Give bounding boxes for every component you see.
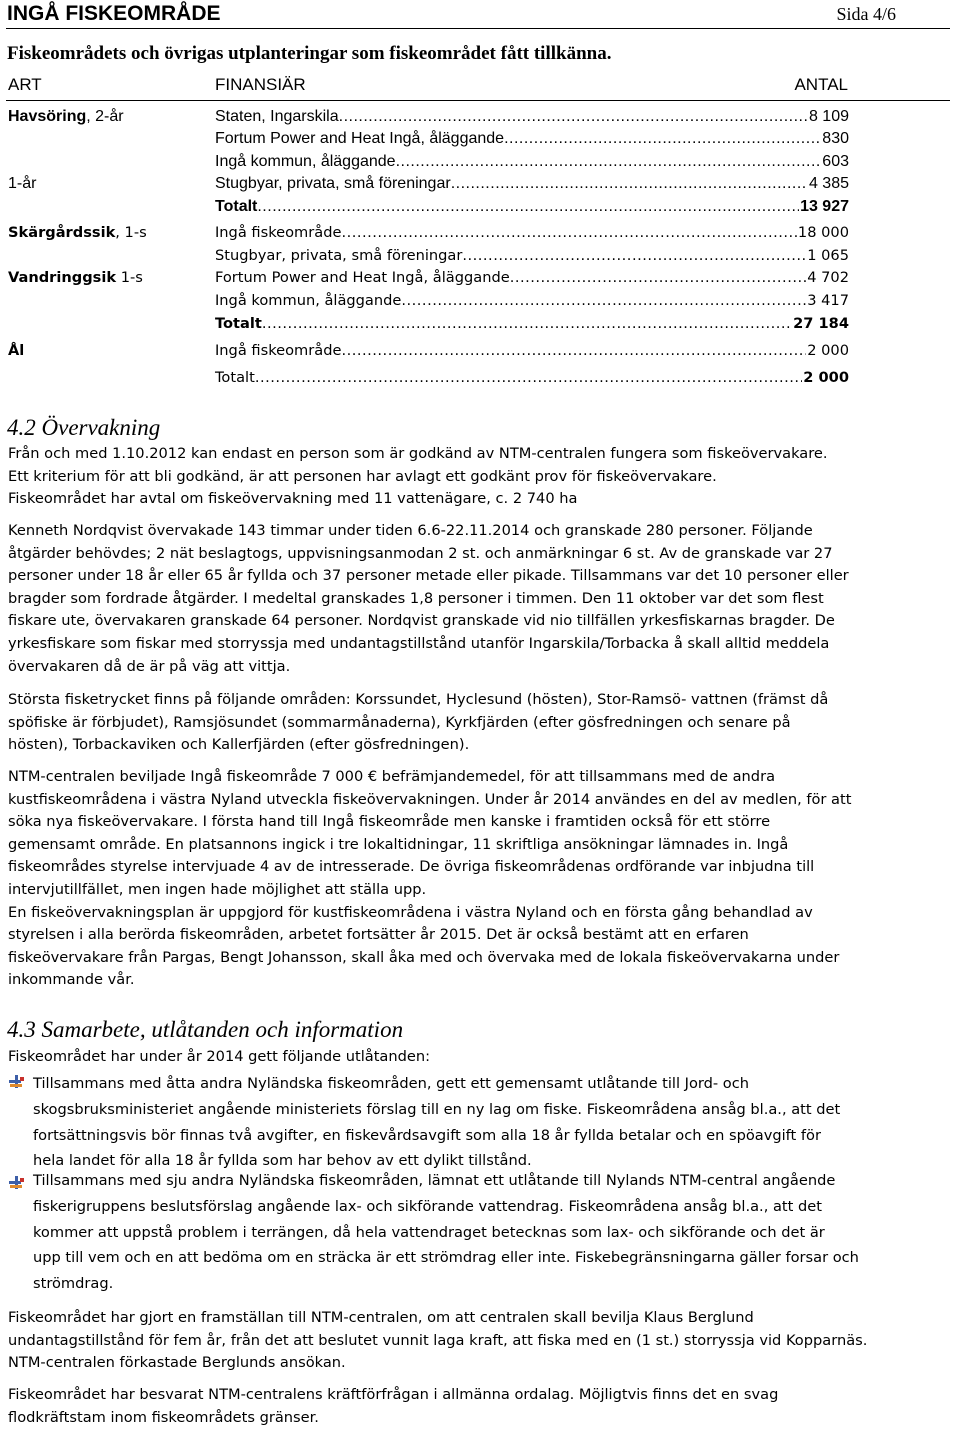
text-line: Fiskeområdet har besvarat NTM-centralens kräftförfrågan i allmänna ordalag. Möjligtvis finns det en svag [8, 1386, 779, 1403]
text-line: spöfiske är förbjudet), Ramsjösundet (sommarmånaderna), Kyrkfjärden (efter gösfredningen och senare på [8, 713, 791, 731]
text-line: Tillsammans med sju andra Nyländska fiskeområden, lämnat ett utlåtande till Nylands NTM-central angående [33, 1172, 836, 1189]
paragraph-3 [8, 689, 954, 757]
cell-finansiar: Totalt [215, 198, 258, 215]
text-line: upp till vem och en att bedöma om en sträcka är ett strömdrag eller inte. Fiskebegränsningarna gäller forsar och [33, 1249, 859, 1267]
cell-finansiar: Staten, Ingarskila [215, 108, 339, 125]
text-line: kustfiskeområdena i västra Nyland utveckla fiskeövervakningen. Under år 2014 användes en del av medlen, för att [8, 790, 852, 808]
text-line: flodkräftstam inom fiskeområdets gränser. [8, 1408, 319, 1426]
text-line: strömdrag. [33, 1275, 114, 1293]
text-line: fiskeområdes styrelse intervjuade 4 av de intresserade. De övriga fiskeområdenas ordförande var inbjudna till [8, 858, 815, 876]
text-line: fiskare ute, övervakaren granskade 64 personer. Nordqvist granskade vid nio tillfällen yrkesfiskarnas bragder. De [8, 612, 835, 630]
header-divider [6, 28, 950, 29]
text-line: Från och med 1.10.2012 kan endast en person som är godkänd av NTM-centralen fungera som fiskeövervakare. [8, 445, 828, 462]
text-line: fortsättningsvis bör finnas två avgifter, en fiskevårdsavgift som alla 18 år fyllda betalar och en spöavgift för [33, 1126, 821, 1144]
text-line: NTM-centralen förkastade Berglunds ansökan. [8, 1354, 346, 1372]
table-header-divider [6, 100, 950, 101]
bullet-icon [9, 1075, 25, 1089]
text-line: gemensamt område. En platsannons ingick i tre lokaltidningar, 11 skriftliga ansökningar lämnades in. Ingå [8, 835, 789, 853]
text-line: intervjutillfället, men ingen hade möjlighet att ställa upp. [8, 880, 427, 898]
cell-art: Vandringgsik 1-s [8, 269, 143, 286]
cell-antal: 2 000 [807, 342, 849, 359]
dot-leader [339, 106, 808, 128]
cell-finansiar: Ingå fiskeområde [215, 224, 342, 241]
text-line: Kenneth Nordqvist övervakade 143 timmar under tiden 6.6-22.11.2014 och granskade 280 personer. Följande [8, 522, 813, 539]
dot-leader [341, 340, 806, 362]
dot-leader [504, 128, 821, 150]
column-header-antal: ANTAL [794, 75, 848, 94]
paragraph-4 [8, 766, 954, 992]
text-line: fiskerigruppens beslutsförslag angående lax- och sikförande vattendrag. Fiskeområdena ansåg bl.a., att det [33, 1197, 822, 1215]
statements-intro: Fiskeområdet har under år 2014 gett följande utlåtanden: [8, 1048, 431, 1065]
text-line: övervakaren då de är på väg att vittja. [8, 657, 291, 675]
cell-antal: 8 109 [808, 108, 849, 125]
text-line: En fiskeövervakningsplan är uppgjord för kustfiskeområdena i västra Nyland och en första gång behandlad av [8, 903, 813, 921]
cell-antal: 2 000 [803, 369, 849, 386]
paragraph-2 [8, 520, 954, 678]
page-number: Sida 4/6 [836, 4, 896, 24]
dot-leader [396, 151, 822, 173]
section-title: Fiskeområdets och övrigas utplanteringar som fiskeområdet fått tillkänna. [7, 43, 612, 64]
dot-leader [255, 367, 802, 389]
cell-antal: 4 702 [807, 269, 849, 286]
column-header-art: ART [8, 75, 42, 94]
text-line: Ett kriterium för att bli godkänd, är att personen har avlagt ett godkänt prov för fiskeövervakare. [8, 467, 717, 485]
dot-leader [451, 173, 808, 195]
cell-finansiar: Ingå fiskeområde [215, 342, 342, 359]
text-line: inkommande vår. [8, 971, 135, 989]
heading-samarbete: 4.3 Samarbete, utlåtanden och information [7, 1017, 404, 1042]
cell-antal: 4 385 [808, 175, 849, 192]
text-line: åtgärder behövdes; 2 nät beslagtogs, uppvisningsanmodan 2 st. och anmärkningar 6 st. Av de granskade var 27 [8, 544, 833, 562]
cell-finansiar: Stugbyar, privata, små föreningar [215, 175, 451, 192]
document-title: INGÅ FISKEOMRÅDE [7, 2, 221, 25]
cell-antal: 830 [822, 130, 849, 147]
bullet-item-1 [33, 1071, 953, 1174]
text-line: yrkesfiskare som fiskar med storryssja med undantagstillstånd utanför Ingarskila/Torbacka å skall alltid meddela [8, 634, 830, 652]
cell-art: 1-år [8, 175, 37, 192]
cell-finansiar: Totalt [215, 315, 262, 332]
text-line: hösten), Torbackaviken och Kallerfjärden (efter gösfredningen). [8, 736, 470, 754]
column-header-finansiar: FINANSIÄR [215, 75, 306, 94]
text-line: hela landet för alla 18 år fyllda som har behov av ett dylikt tillstånd. [33, 1152, 532, 1170]
text-line: Fiskeområdet har avtal om fiskeövervakning med 11 vattenägare, c. 2 740 ha [8, 490, 578, 508]
cell-antal: 603 [822, 153, 849, 170]
text-line: undantagstillstånd för fem år, från det att beslutet vunnit laga kraft, att fiska med en (1 st.) storryssja vid Kopparnäs. [8, 1331, 868, 1349]
heading-overvakning: 4.2 Övervakning [7, 415, 161, 440]
cell-art: Skärgårdssik, 1-s [8, 224, 147, 241]
paragraph-6 [8, 1384, 954, 1429]
dot-leader [510, 267, 807, 289]
cell-finansiar: Totalt [215, 369, 255, 386]
cell-finansiar: Ingå kommun, åläggande [215, 153, 396, 170]
text-line: personer under 18 år eller 65 år fyllda och 37 personer metade eller pikade. Tillsammans var det 10 personer eller [8, 567, 849, 585]
text-line: styrelsen i alla berörda fiskeområden, arbetet fortsätter år 2015. Det är också bestämt att en erfaren [8, 926, 749, 944]
cell-finansiar: Stugbyar, privata, små föreningar [215, 247, 463, 264]
paragraph-5 [8, 1307, 954, 1375]
dot-leader [262, 313, 792, 335]
cell-antal: 18 000 [797, 224, 849, 241]
text-line: bragder som fordrade åtgärder. I medeltal granskades 1,8 personer i timmen. Den 11 oktober var det som flest [8, 589, 824, 607]
dot-leader [257, 196, 799, 218]
text-line: Största fisketrycket finns på följande områden: Korssundet, Hyclesund (hösten), Stor-Ramsö- vattnen (främst då [8, 691, 829, 708]
paragraph-1 [8, 443, 954, 511]
text-line: kommer att uppstå problem i terrängen, då hela vattendraget betecknas som lax- och sikförande och det är [33, 1223, 825, 1241]
dot-leader [341, 222, 796, 244]
text-line: skogsbruksministeriet angående ministeriets förslag till en ny lag om fiske. Fiskeområdena ansåg bl.a., att det [33, 1100, 841, 1118]
cell-finansiar: Fortum Power and Heat Ingå, åläggande [215, 269, 510, 286]
bullet-icon [9, 1176, 25, 1190]
cell-finansiar: Ingå kommun, åläggande [215, 292, 402, 309]
cell-finansiar: Fortum Power and Heat Ingå, åläggande [215, 130, 505, 147]
text-line: Fiskeområdet har gjort en framställan till NTM-centralen, om att centralen skall bevilja Klaus Berglund [8, 1309, 754, 1326]
cell-art: Ål [8, 342, 25, 359]
text-line: söka nya fiskeövervakare. I första hand till Ingå fiskeområde men kanske i framtiden också för ett större [8, 813, 771, 831]
cell-antal: 13 927 [800, 198, 849, 215]
cell-antal: 3 417 [807, 292, 849, 309]
dot-leader [462, 245, 806, 267]
cell-art: Havsöring, 2-år [8, 108, 124, 125]
cell-antal: 27 184 [793, 315, 849, 332]
dot-leader [401, 290, 806, 312]
text-line: Tillsammans med åtta andra Nyländska fiskeområden, gett ett gemensamt utlåtande till Jord- och [33, 1075, 749, 1092]
text-line: fiskeövervakare från Pargas, Bengt Johansson, skall åka med och övervaka med de lokala fiskeövervakarna under [8, 948, 840, 966]
cell-antal: 1 065 [807, 247, 849, 264]
text-line: NTM-centralen beviljade Ingå fiskeområde 7 000 € befrämjandemedel, för att tillsammans med de andra [8, 768, 776, 785]
bullet-item-2 [33, 1168, 953, 1297]
